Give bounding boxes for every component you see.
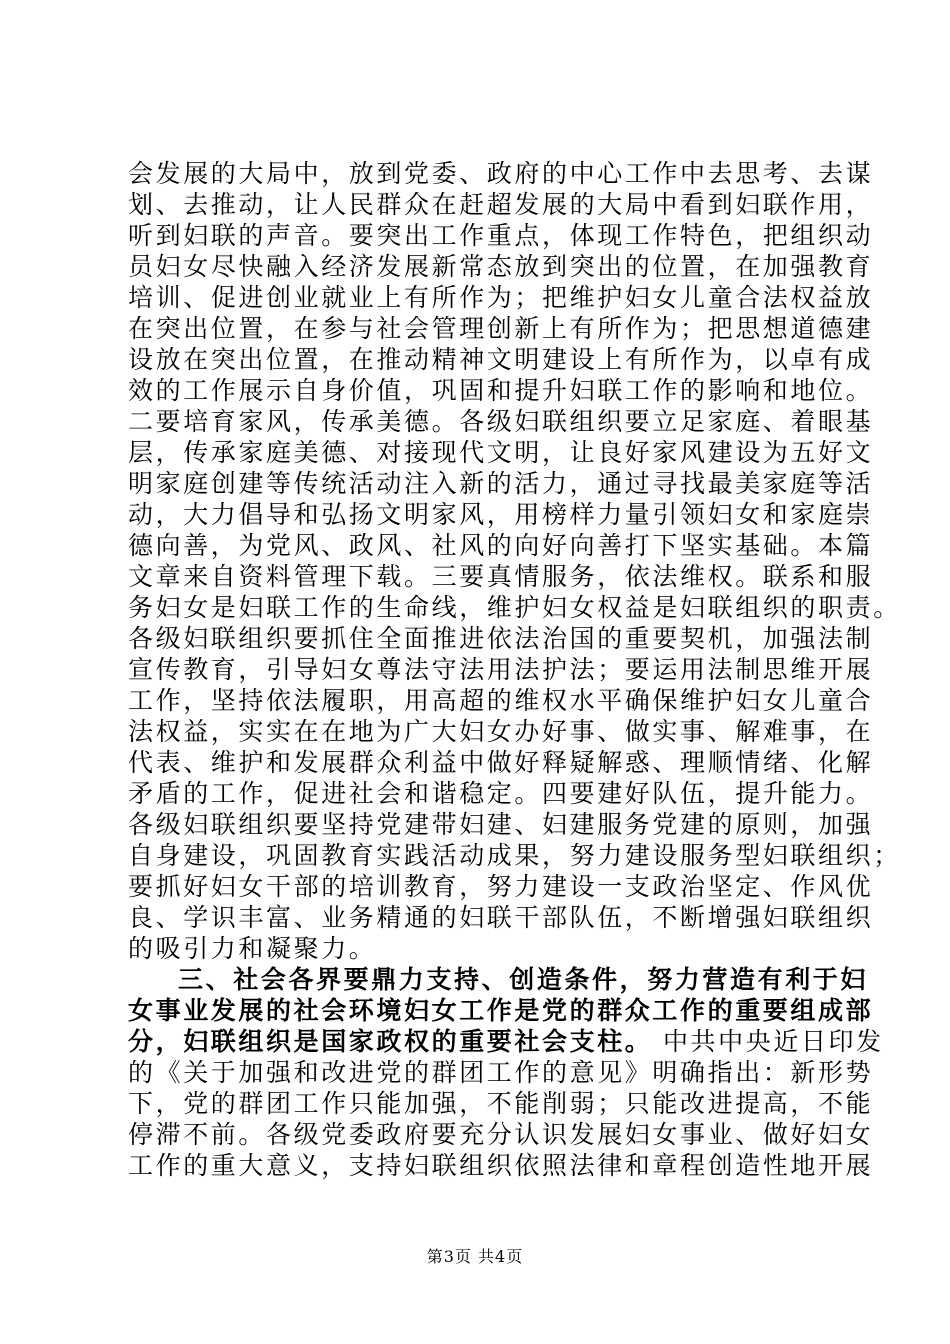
- text-line: 文章来自资料管理下载。三要真情服务，依法维权。联系和服: [128, 562, 874, 591]
- text-line: 各级妇联组织要抓住全面推进依法治国的重要契机，加强法制: [128, 624, 874, 653]
- text-line: 明家庭创建等传统活动注入新的活力，通过寻找最美家庭等活: [128, 469, 874, 498]
- text-line: 良、学识丰富、业务精通的妇联干部队伍，不断增强妇联组织: [128, 903, 874, 932]
- document-body: [128, 158, 901, 1181]
- text-line: 各级妇联组织要坚持党建带妇建、妇建服务党建的原则，加强: [128, 810, 874, 839]
- text-line: 停滞不前。各级党委政府要充分认识发展妇女事业、做好妇女: [128, 1120, 874, 1149]
- text-line: 的《关于加强和改进党的群团工作的意见》明确指出：新形势: [128, 1058, 874, 1087]
- text-line: 二要培育家风，传承美德。各级妇联组织要立足家庭、着眼基: [128, 407, 874, 436]
- section-heading-text: 分，妇联组织是国家政权的重要社会支柱。: [128, 1027, 653, 1056]
- heading-tail-text: 中共中央近日印发: [662, 1027, 884, 1056]
- text-line: 自身建设，巩固教育实践活动成果，努力建设服务型妇联组织；: [128, 841, 901, 870]
- text-line: 法权益，实实在在地为广大妇女办好事、做实事、解难事，在: [128, 717, 874, 746]
- text-line: 会发展的大局中，放到党委、政府的中心工作中去思考、去谋: [128, 159, 874, 188]
- text-line: 层，传承家庭美德、对接现代文明，让良好家风建设为五好文: [128, 438, 874, 467]
- text-line: 矛盾的工作，促进社会和谐稳定。四要建好队伍，提升能力。: [128, 779, 874, 808]
- section-heading-line: 三、社会各界要鼎力支持、创造条件，努力营造有利于妇: [178, 965, 869, 994]
- text-line: 工作的重大意义，支持妇联组织依照法律和章程创造性地开展: [128, 1151, 874, 1180]
- section-heading-line-mixed: [128, 1026, 884, 1057]
- text-line: 务妇女是妇联工作的生命线，维护妇女权益是妇联组织的职责。: [128, 593, 901, 622]
- text-line: 要抓好妇女干部的培训教育，努力建设一支政治坚定、作风优: [128, 872, 874, 901]
- text-line: 下，党的群团工作只能加强，不能削弱；只能改进提高，不能: [128, 1089, 874, 1118]
- text-line: 的吸引力和凝聚力。: [128, 934, 377, 963]
- text-line: 员妇女尽快融入经济发展新常态放到突出的位置，在加强教育: [128, 252, 874, 281]
- text-line: 工作，坚持依法履职，用高超的维权水平确保维护妇女儿童合: [128, 686, 874, 715]
- text-line: 听到妇联的声音。要突出工作重点，体现工作特色，把组织动: [128, 221, 874, 250]
- text-line: 培训、促进创业就业上有所作为；把维护妇女儿童合法权益放: [128, 283, 874, 312]
- text-line: 宣传教育，引导妇女尊法守法用法护法；要运用法制思维开展: [128, 655, 874, 684]
- section-heading-line: 女事业发展的社会环境妇女工作是党的群众工作的重要组成部: [128, 996, 874, 1025]
- text-line: 动，大力倡导和弘扬文明家风，用榜样力量引领妇女和家庭崇: [128, 500, 874, 529]
- text-line: 设放在突出位置，在推动精神文明建设上有所作为，以卓有成: [128, 345, 874, 374]
- text-line: 德向善，为党风、政风、社风的向好向善打下坚实基础。本篇: [128, 531, 874, 560]
- text-line: 划、去推动，让人民群众在赶超发展的大局中看到妇联作用，: [128, 190, 874, 219]
- text-line: 在突出位置，在参与社会管理创新上有所作为；把思想道德建: [128, 314, 874, 343]
- text-line: 代表、维护和发展群众利益中做好释疑解惑、理顺情绪、化解: [128, 748, 874, 777]
- text-line: 效的工作展示自身价值，巩固和提升妇联工作的影响和地位。: [128, 376, 874, 405]
- page-number-footer: 第3页 共4页: [426, 1247, 524, 1266]
